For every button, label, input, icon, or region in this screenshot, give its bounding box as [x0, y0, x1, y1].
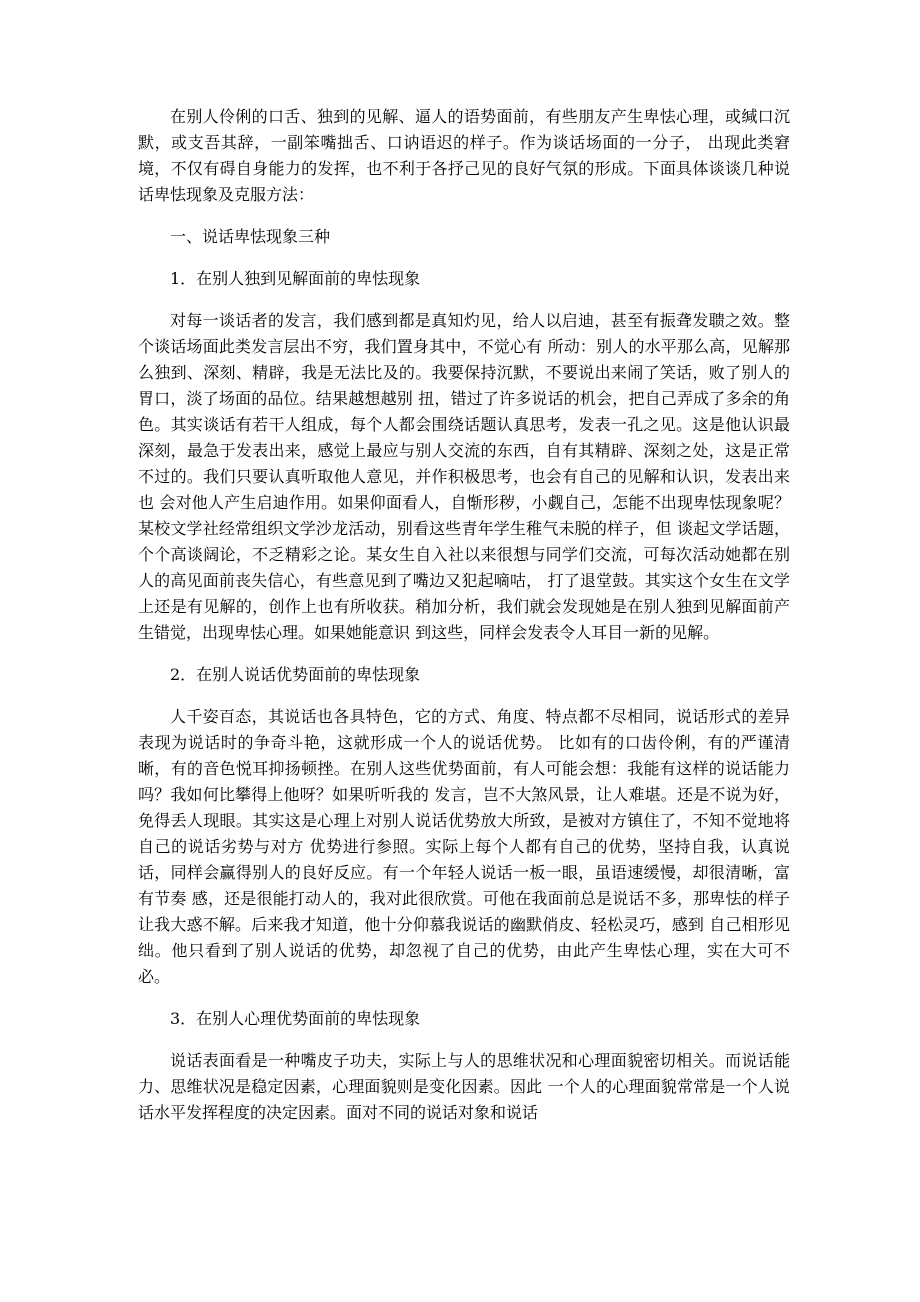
document-page [138, 104, 790, 1142]
subsection-heading-2: 2．在别人说话优势面前的卑怯现象 [170, 665, 421, 684]
subsection-heading-3: 3．在别人心理优势面前的卑怯现象 [170, 1009, 421, 1028]
subsection-heading-1: 1．在别人独到见解面前的卑怯现象 [170, 269, 421, 288]
intro-paragraph: 在别人伶俐的口舌、独到的见解、逼人的语势面前，有些朋友产生卑怯心理，或缄口沉默，或支吾其辞，一副笨嘴拙舌、口讷语迟的样子。作为谈话场面的一分子， 出现此类窘境，不仅有碍自身能力的发挥，也不利于各抒己见的良好气氛的形成。下面具体谈谈几种说话卑怯现象及克服方法： [138, 107, 790, 204]
subsection-body-1: 对每一谈话者的发言，我们感到都是真知灼见，给人以启迪，甚至有振聋发聩之效。整个谈话场面此类发言层出不穷，我们置身其中，不觉心有 所动：别人的水平那么高，见解那么独到、深刻、精辟，我是无法比及的。我要保持沉默，不要说出来闹了笑话，败了别人的胃口，淡了场面的品位。结果越想越别 扭，错过了许多说话的机会，把自己弄成了多余的角色。其实谈话有若干人组成，每个人都会围绕话题认真思考，发表一孔之见。这是他认识最深刻，最急于发表出来，感觉上最应与别人交流的东西，自有其精辟、深刻之处，这是正常不过的。我们只要认真听取他人意见，并作积极思考，也会有自己的见解和认识，发表出来也 会对他人产生启迪作用。如果仰面看人，自惭形秽，小觑自己，怎能不出现卑怯现象呢？某校文学社经常组织文学沙龙活动，别看这些青年学生稚气未脱的样子，但 谈起文学话题，个个高谈阔论，不乏精彩之论。某女生自入社以来很想与同学们交流，可每次活动她都在别人的高见面前丧失信心，有些意见到了嘴边又犯起嘀咕， 打了退堂鼓。其实这个女生在文学上还是有见解的，创作上也有所收获。稍加分析，我们就会发现她是在别人独到见解面前产生错觉，出现卑怯心理。如果她能意识 到这些，同样会发表令人耳目一新的见解。 [138, 311, 790, 642]
section-heading: 一、说话卑怯现象三种 [170, 227, 331, 246]
subsection-body-3: 说话表面看是一种嘴皮子功夫，实际上与人的思维状况和心理面貌密切相关。而说话能力、思维状况是稳定因素，心理面貌则是变化因素。因此 一个人的心理面貌常常是一个人说话水平发挥程度的决定因素。面对不同的说话对象和说话 [138, 1051, 790, 1122]
subsection-body-2: 人千姿百态，其说话也各具特色，它的方式、角度、特点都不尽相同，说话形式的差异表现为说话时的争奇斗艳，这就形成一个人的说话优势。 比如有的口齿伶俐，有的严谨清晰，有的音色悦耳抑扬顿挫。在别人这些优势面前，有人可能会想：我能有这样的说话能力吗？我如何比攀得上他呀？如果听听我的 发言，岂不大煞风景，让人难堪。还是不说为好，免得丢人现眼。其实这是心理上对别人说话优势放大所致，是被对方镇住了，不知不觉地将自己的说话劣势与对方 优势进行参照。实际上每个人都有自己的优势，坚持自我，认真说话，同样会赢得别人的良好反应。有一个年轻人说话一板一眼，虽语速缓慢，却很清晰，富有节奏 感，还是很能打动人的，我对此很欣赏。可他在我面前总是说话不多，那卑怯的样子让我大惑不解。后来我才知道，他十分仰慕我说话的幽默俏皮、轻松灵巧，感到 自己相形见绌。他只看到了别人说话的优势，却忽视了自己的优势，由此产生卑怯心理，实在大可不必。 [138, 707, 790, 986]
